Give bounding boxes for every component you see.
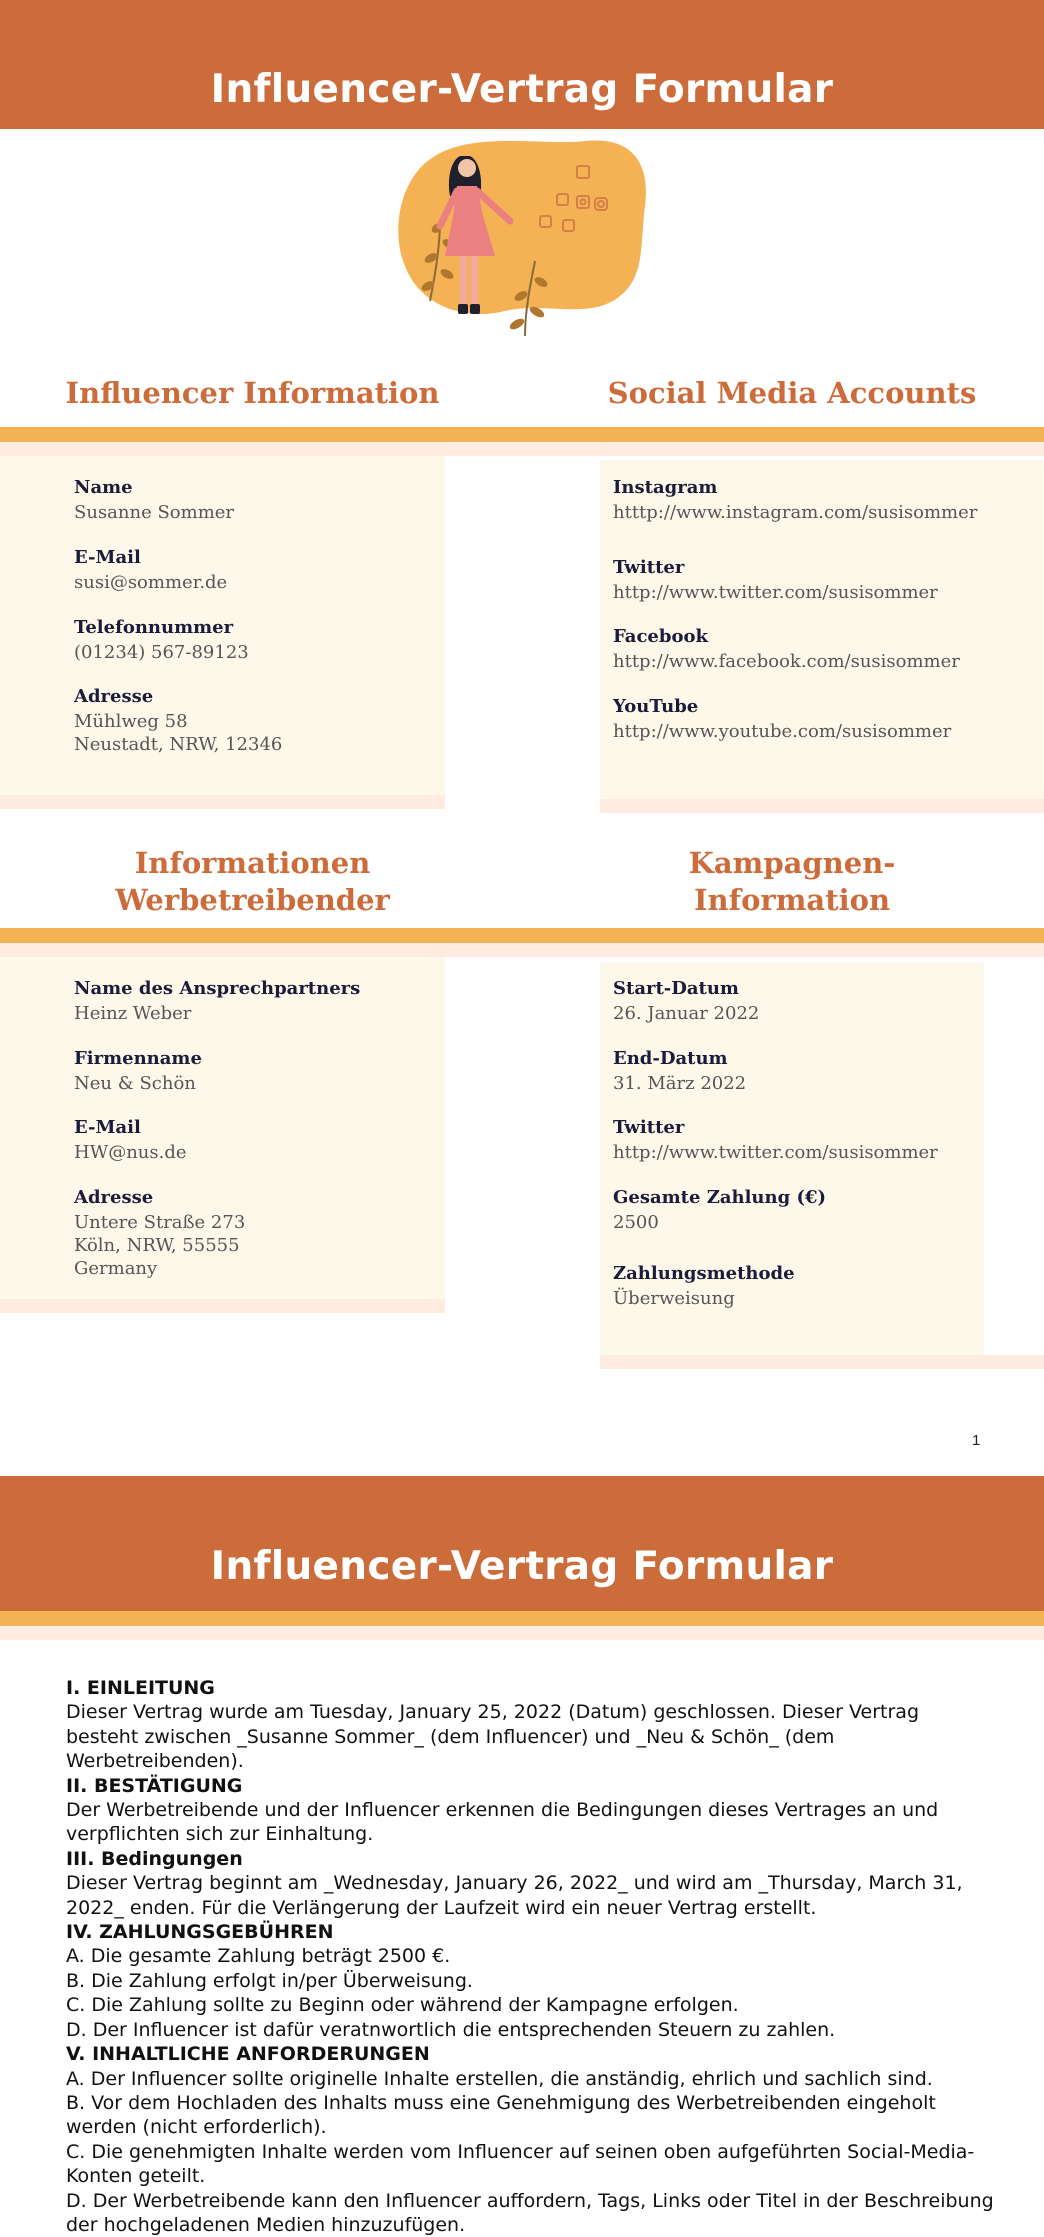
campaign-info-title: Kampagnen- Information bbox=[688, 846, 896, 917]
accent-band-light bbox=[0, 943, 1044, 957]
field-label: Firmenname bbox=[74, 1048, 202, 1069]
field-label: YouTube bbox=[613, 696, 699, 717]
paragraph: Dieser Vertrag wurde am Tuesday, January 25, 2022 (Datum) geschlossen. Dieser Vertrag besteht zwischen _Susanne Sommer_ (dem Influencer) und _Neu & Schön_ (dem Werbetreibenden). bbox=[66, 1701, 920, 1773]
influencer-card-footer bbox=[0, 795, 445, 809]
influencer-info-title: Influencer Information bbox=[65, 376, 440, 410]
page1-banner: Influencer-Vertrag Formular bbox=[0, 0, 1044, 129]
paragraph: Der Werbetreibende und der Influencer erkennen die Bedingungen dieses Vertrages an und verpflichten sich zur Einhaltung. bbox=[66, 1799, 939, 1846]
section-heading: I. EINLEITUNG bbox=[66, 1677, 215, 1699]
field-label: Start-Datum bbox=[613, 978, 739, 999]
social-card-footer bbox=[600, 799, 1044, 813]
field-value: 2500 bbox=[613, 1212, 659, 1233]
field-value: Untere Straße 273 Köln, NRW, 55555 Germany bbox=[74, 1212, 246, 1279]
accent-band-light bbox=[0, 1626, 1044, 1640]
influencer-address-field bbox=[74, 684, 282, 756]
influencer-email-field bbox=[74, 545, 227, 594]
field-value: Überweisung bbox=[613, 1288, 735, 1309]
advertiser-info-title: Informationen Werbetreibender bbox=[115, 846, 390, 917]
paragraph: D. Der Werbetreibende kann den Influencer auffordern, Tags, Links oder Titel in der Beschreibung der hochgeladenen Medien hinzuzufügen. bbox=[66, 2189, 994, 2236]
paragraph: A. Der Influencer sollte originelle Inhalte erstellen, die anständig, ehrlich und sachlich sind. bbox=[66, 2067, 933, 2090]
advertiser-email-field bbox=[74, 1115, 187, 1164]
field-value: htttp://www.instagram.com/susisommer bbox=[613, 502, 978, 523]
paragraph: C. Die Zahlung sollte zu Beginn oder während der Kampagne erfolgen. bbox=[66, 1994, 739, 2017]
field-label: Name bbox=[74, 477, 133, 498]
payment-method-field bbox=[613, 1261, 795, 1310]
field-value: 26. Januar 2022 bbox=[613, 1003, 760, 1024]
campaign-twitter-field bbox=[613, 1115, 938, 1164]
page-number: 1 bbox=[972, 1432, 981, 1449]
field-value: susi@sommer.de bbox=[74, 572, 228, 593]
field-label: Zahlungsmethode bbox=[613, 1263, 795, 1284]
field-value: (01234) 567-89123 bbox=[74, 642, 249, 663]
paragraph: C. Die genehmigten Inhalte werden vom Influencer auf seinen oben aufgeführten Social-Media-Konten geteilt. bbox=[66, 2140, 975, 2188]
influencer-name-field bbox=[74, 475, 234, 524]
accent-band bbox=[0, 1611, 1044, 1626]
influencer-illustration bbox=[395, 136, 655, 356]
paragraph: B. Vor dem Hochladen des Inhalts muss eine Genehmigung des Werbetreibenden eingeholt werden (nicht erforderlich). bbox=[66, 2091, 936, 2139]
section-heading: III. Bedingungen bbox=[66, 1847, 243, 1870]
field-value: HW@nus.de bbox=[74, 1142, 187, 1163]
field-label: Name des Ansprechpartners bbox=[74, 978, 361, 999]
accent-band bbox=[0, 427, 1044, 442]
field-label: Twitter bbox=[613, 557, 685, 578]
start-date-field bbox=[613, 976, 759, 1025]
accent-band-light bbox=[0, 442, 1044, 456]
end-date-field bbox=[613, 1046, 746, 1095]
accent-band bbox=[0, 928, 1044, 943]
field-value: Neu & Schön bbox=[74, 1073, 196, 1094]
field-value: http://www.twitter.com/susisommer bbox=[613, 1142, 938, 1163]
campaign-card-footer bbox=[600, 1355, 1044, 1369]
field-label: Gesamte Zahlung (€) bbox=[613, 1187, 827, 1208]
paragraph: A. Die gesamte Zahlung beträgt 2500 €. bbox=[66, 1945, 451, 1968]
field-label: Twitter bbox=[613, 1117, 685, 1138]
twitter-field bbox=[613, 555, 938, 604]
section-heading: V. INHALTLICHE ANFORDERUNGEN bbox=[66, 2043, 430, 2066]
field-value: Mühlweg 58 Neustadt, NRW, 12346 bbox=[74, 711, 283, 755]
field-value: Susanne Sommer bbox=[74, 502, 235, 523]
field-value: Heinz Weber bbox=[74, 1003, 192, 1024]
field-label: Adresse bbox=[74, 686, 154, 707]
youtube-field bbox=[613, 694, 951, 743]
contract-body bbox=[66, 1676, 996, 2237]
advertiser-card-footer bbox=[0, 1299, 445, 1313]
field-value: http://www.youtube.com/susisommer bbox=[613, 721, 952, 742]
instagram-field bbox=[613, 475, 977, 524]
field-label: Adresse bbox=[74, 1187, 154, 1208]
contact-person-field bbox=[74, 976, 360, 1025]
field-label: Telefonnummer bbox=[74, 617, 234, 638]
field-label: End-Datum bbox=[613, 1048, 728, 1069]
field-label: E-Mail bbox=[74, 547, 141, 568]
field-value: http://www.facebook.com/susisommer bbox=[613, 651, 960, 672]
field-label: Instagram bbox=[613, 477, 718, 498]
facebook-field bbox=[613, 624, 960, 673]
field-value: 31. März 2022 bbox=[613, 1073, 747, 1094]
paragraph: B. Die Zahlung erfolgt in/per Überweisung. bbox=[66, 1969, 473, 1992]
field-label: E-Mail bbox=[74, 1117, 141, 1138]
section-heading: II. BESTÄTIGUNG bbox=[66, 1774, 243, 1797]
paragraph: D. Der Influencer ist dafür veratnwortlich die entsprechenden Steuern zu zahlen. bbox=[66, 2018, 836, 2041]
advertiser-address-field bbox=[74, 1185, 245, 1280]
field-value: http://www.twitter.com/susisommer bbox=[613, 582, 938, 603]
social-media-title: Social Media Accounts bbox=[607, 376, 977, 410]
page2-banner: Influencer-Vertrag Formular bbox=[0, 1476, 1044, 1611]
section-heading: IV. ZAHLUNGSGEBÜHREN bbox=[66, 1921, 334, 1944]
company-name-field bbox=[74, 1046, 202, 1095]
paragraph: Dieser Vertrag beginnt am _Wednesday, January 26, 2022_ und wird am _Thursday, March 31, 2022_ enden. Für die Verlängerung der Laufzeit wird ein neuer Vertrag erstellt. bbox=[66, 1872, 963, 1919]
field-label: Facebook bbox=[613, 626, 708, 647]
total-payment-field bbox=[613, 1185, 826, 1234]
influencer-phone-field bbox=[74, 615, 249, 664]
